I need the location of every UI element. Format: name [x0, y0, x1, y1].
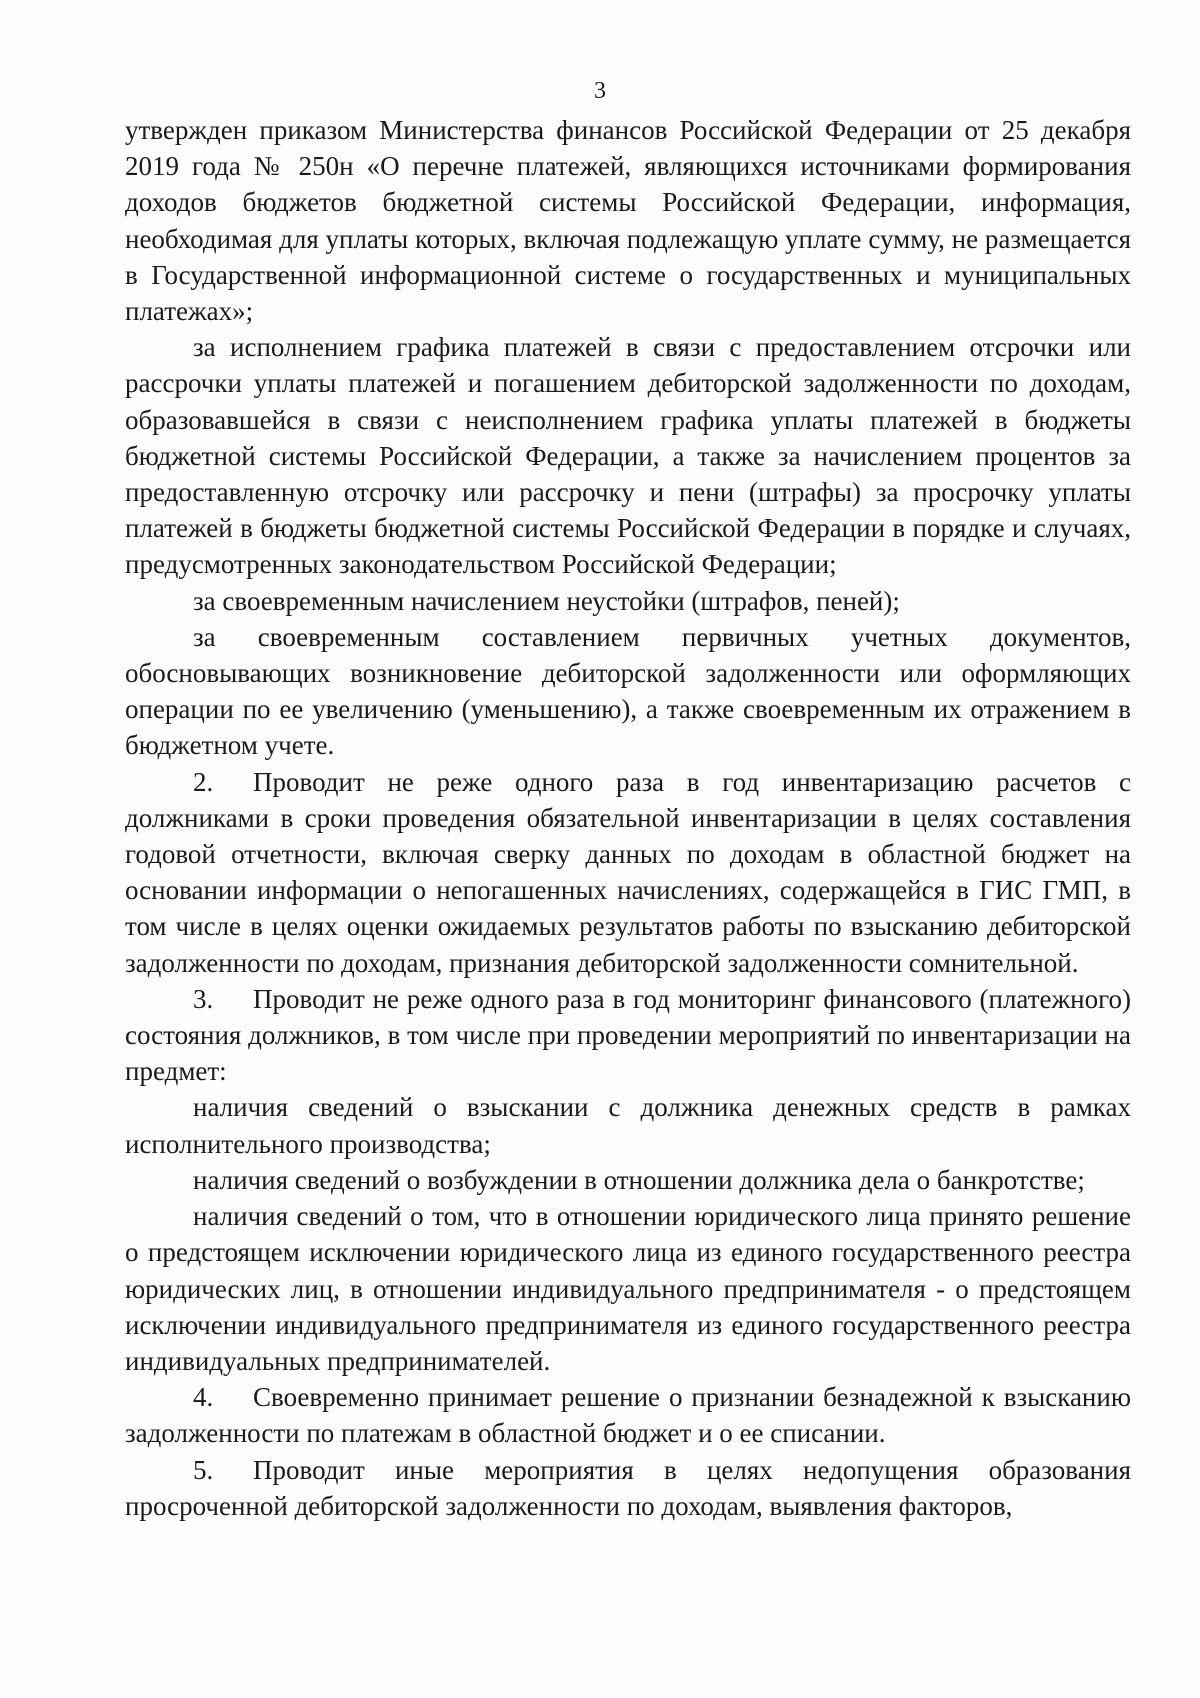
paragraph-primary-documents: за своевременным составлением первичных учетных документов, обосновывающих возникновение дебиторской задолженности или оформляющих операции по ее увеличению (уменьшению), а также своевременным их отражением в бюджетном учете. — [125, 621, 1131, 761]
page-number: 3 — [594, 78, 606, 104]
paragraph-payment-schedule: за исполнением графика платежей в связи с предоставлением отсрочки или рассрочки уплаты платежей и погашением дебиторской задолженности по доходам, образовавшейся в связи с неисполнением графика уплаты платежей в бюджеты бюджетной системы Российской Федерации, а также за начислением процентов за предоставленную отсрочку или рассрочку и пени (штрафы) за просрочку уплаты платежей в бюджеты бюджетной системы Российской Федерации в порядке и случаях, предусмотренных законодательством Российской Федерации; — [125, 332, 1131, 580]
paragraph-enforcement-info: наличия сведений о взыскании с должника денежных средств в рамках исполнительного производства; — [125, 1092, 1131, 1159]
item-number-3: 3. — [193, 983, 214, 1014]
numbered-item-4 — [125, 1379, 1131, 1451]
item-text-2: Проводит не реже одного раза в год инвентаризацию расчетов с должниками в сроки проведения обязательной инвентаризации в целях составления годовой отчетности, включая сверку данных по доходам в областной бюджет на основании информации о непогашенных начислениях, содержащейся в ГИС ГМП, в том числе в целях оценки ожидаемых результатов работы по взысканию дебиторской задолженности по доходам, признания дебиторской задолженности сомнительной. — [125, 766, 1131, 978]
numbered-item-2 — [125, 764, 1131, 981]
item-text-4: Своевременно принимает решение о признании безнадежной к взысканию задолженности по платежам в областной бюджет и о ее списании. — [125, 1382, 1131, 1449]
item-text-5: Проводит иные мероприятия в целях недопущения образования просроченной дебиторской задолженности по доходам, выявления факторов, — [125, 1454, 1131, 1521]
item-number-4: 4. — [193, 1382, 214, 1413]
numbered-item-5 — [125, 1452, 1131, 1524]
paragraph-continuation: утвержден приказом Министерства финансов Российской Федерации от 25 декабря 2019 года № 250н «О перечне платежей, являющихся источниками формирования доходов бюджетов бюджетной системы Российской Федерации, информация, необходимая для уплаты которых, включая подлежащую уплате сумму, не размещается в Государственной информационной системе о государственных и муниципальных платежах»; — [125, 115, 1131, 327]
item-number-5: 5. — [193, 1454, 214, 1485]
item-text-3: Проводит не реже одного раза в год мониторинг финансового (платежного) состояния должников, в том числе при проведении мероприятий по инвентаризации на предмет: — [125, 983, 1131, 1087]
paragraph-penalty-accrual: за своевременным начислением неустойки (штрафов, пеней); — [193, 585, 900, 616]
paragraph-bankruptcy-info: наличия сведений о возбуждении в отношении должника дела о банкротстве; — [193, 1164, 1085, 1195]
item-number-2: 2. — [193, 766, 214, 797]
document-body — [125, 112, 1131, 1524]
paragraph-registry-exclusion: наличия сведений о том, что в отношении юридического лица принято решение о предстоящем исключении юридического лица из единого государственного реестра юридических лиц, в отношении индивидуального предпринимателя - о предстоящем исключении индивидуального предпринимателя из единого государственного реестра индивидуальных предпринимателей. — [125, 1201, 1131, 1376]
numbered-item-3 — [125, 981, 1131, 1090]
